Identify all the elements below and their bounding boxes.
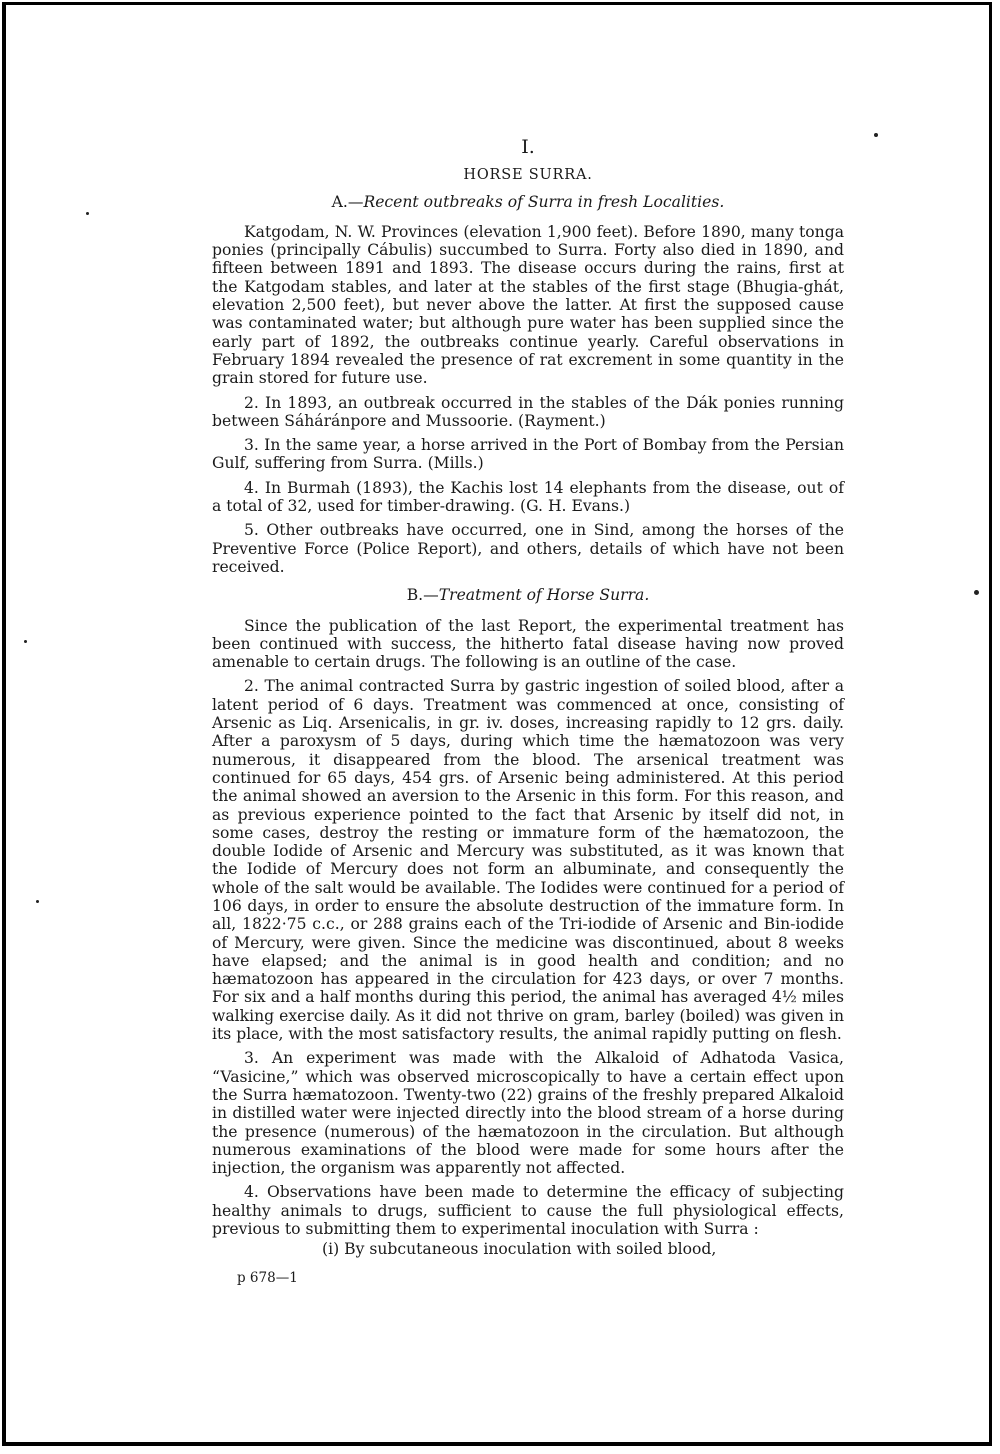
section-a-heading <box>212 193 844 211</box>
section-a-prefix: A.— <box>331 192 364 211</box>
section-number: I. <box>521 136 535 158</box>
document-page <box>212 138 844 1259</box>
section-b-heading <box>212 586 844 604</box>
scan-speck <box>974 590 979 595</box>
subitem-i: (i) By subcutaneous inoculation with soiled blood, <box>322 1240 717 1259</box>
paragraph-b-1: Since the publication of the last Report, the experimental treatment has been continued with success, the hitherto fatal disease having now proved amenable to certain drugs. The following is an outline of the case. <box>212 616 844 672</box>
section-b-title: Treatment of Horse Surra. <box>438 586 650 605</box>
paragraph-a-4: 4. In Burmah (1893), the Kachis lost 14 elephants from the disease, out of a total of 32, used for timber-drawing. (G. H. Evans.) <box>212 478 844 516</box>
scan-speck <box>24 640 27 643</box>
scan-speck <box>86 212 89 215</box>
paragraph-a-2: 2. In 1893, an outbreak occurred in the stables of the Dák ponies running between Sáháránpore and Mussoorie. (Rayment.) <box>212 393 844 430</box>
scan-speck <box>874 133 878 137</box>
paragraph-b-3: 3. An experiment was made with the Alkaloid of Adhatoda Vasica, “Vasicine,” which was observed microscopically to have a certain effect upon the Surra hæmatozoon. Twenty-two (22) grains of the freshly prepared Alkaloid in distilled water were injected directly into the blood stream of a horse during the presence (numerous) of the hæmatozoon in the circulation. But although numerous examinations of the blood were made for some hours after the injection, the organism was apparently not affected. <box>212 1049 844 1178</box>
paragraph-a-1: Katgodam, N. W. Provinces (elevation 1,900 feet). Before 1890, many tonga ponies (principally Cábulis) succumbed to Surra. Forty also died in 1890, and fifteen between 1891 and 1893. The disease occurs during the rains, first at the Katgodam stables, and later at the stables of the first stage (Bhugia-ghát, elevation 2,500 feet), but never above the latter. At first the supposed cause was contaminated water; but although pure water has been supplied since the early part of 1892, the outbreaks continue yearly. Careful observations in February 1894 revealed the presence of rat excrement in some quantity in the grain stored for future use. <box>212 222 844 388</box>
paragraph-b-2: 2. The animal contracted Surra by gastric ingestion of soiled blood, after a latent period of 6 days. Treatment was commenced at once, consisting of Arsenic as Liq. Arsenicalis, in gr. iv. doses, increasing rapidly to 12 grs. daily. After a paroxysm of 5 days, during which time the hæmatozoon was very numerous, it disappeared from the blood. The arsenical treatment was continued for 65 days, 454 grs. of Arsenic being administered. At this period the animal showed an aversion to the Arsenic in this form. For this reason, and as previous experience pointed to the fact that Arsenic by itself did not, in some cases, destroy the resting or immature form of the hæmatozoon, the double Iodide of Arsenic and Mercury was substituted, as it was known that the Iodide of Mercury does not form an albuminate, and consequently the whole of the salt would be available. The Iodides were continued for a period of 106 days, in order to ensure the absolute destruction of the immature form. In all, 1822·75 c.c., or 288 grains each of the Tri-iodide of Arsenic and Bin-iodide of Mercury, were given. Since the medicine was discontinued, about 8 weeks have elapsed; and the animal is in good health and condition; and no hæmatozoon has appeared in the circulation for 423 days, or over 7 months. For six and a half months during this period, the animal has averaged 4½ miles walking exercise daily. As it did not thrive on gram, barley (boiled) was given in its place, with the most satisfactory results, the animal rapidly putting on flesh. <box>212 677 844 1044</box>
scan-speck <box>36 900 39 903</box>
section-b-prefix: B.— <box>406 586 439 605</box>
section-a-title: Recent outbreaks of Surra in fresh Localities. <box>363 192 725 211</box>
paragraph-a-3: 3. In the same year, a horse arrived in the Port of Bombay from the Persian Gulf, suffering from Surra. (Mills.) <box>212 436 844 473</box>
paragraph-a-5: 5. Other outbreaks have occurred, one in Sind, among the horses of the Preventive Force (Police Report), and others, details of which have not been received. <box>212 521 844 576</box>
paragraph-b-4: 4. Observations have been made to determine the efficacy of subjecting healthy animals to drugs, sufficient to cause the full physiological effects, previous to submitting them to experimental inoculation with Surra : <box>212 1183 844 1239</box>
printer-mark: p 678—1 <box>237 1270 298 1286</box>
document-title: HORSE SURRA. <box>463 167 593 184</box>
